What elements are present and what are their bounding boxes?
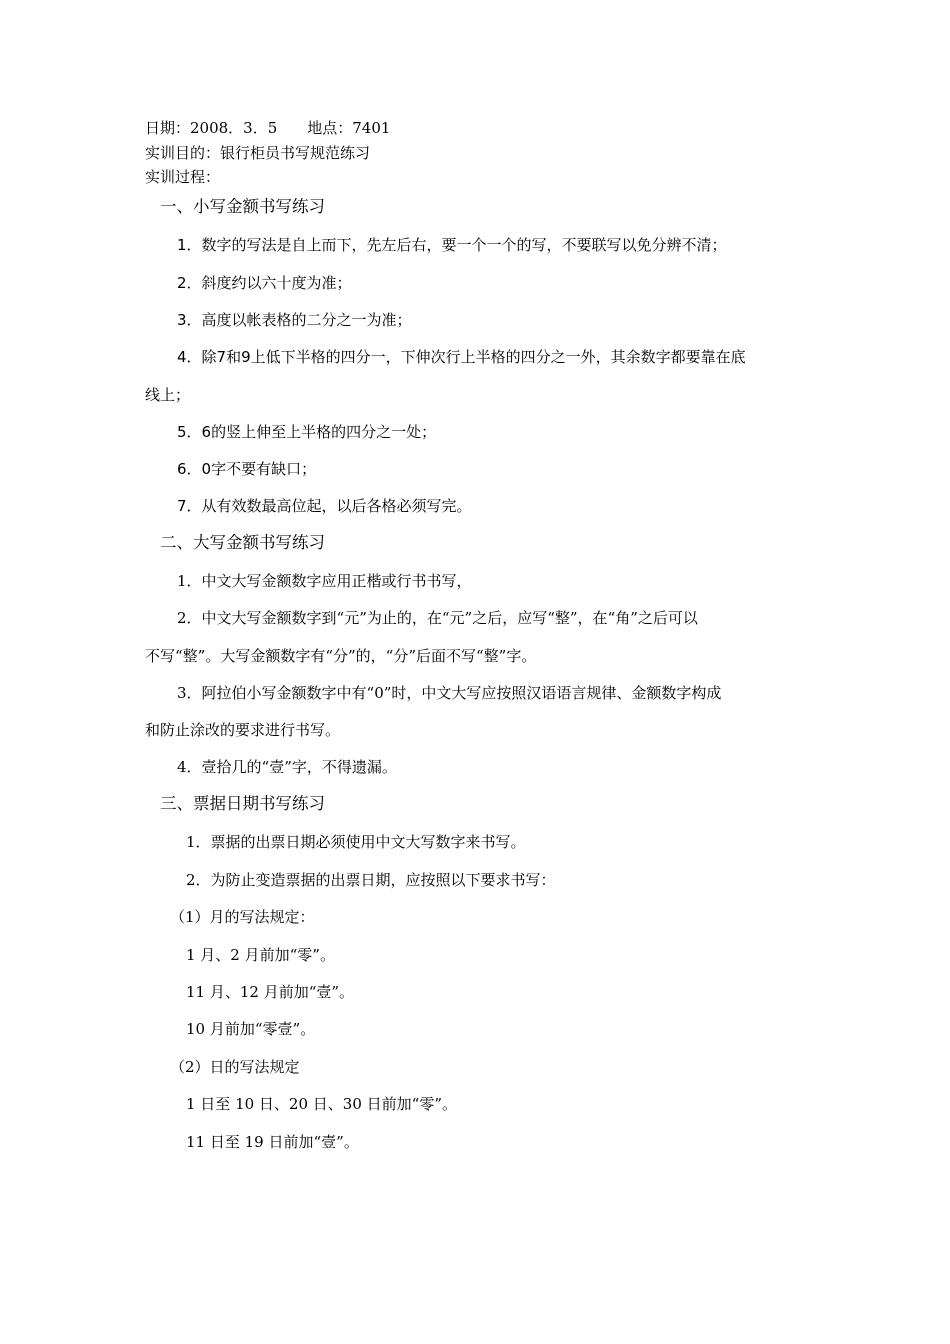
- section3-month-rule-label: （1）月的写法规定：: [170, 908, 315, 926]
- section1-item-5: 5．6的竖上伸至上半格的四分之一处；: [177, 423, 437, 441]
- section2-item-3: 3．阿拉伯小写金额数字中有“0”时，中文大写应按照汉语语言规律、金额数字构成: [177, 684, 722, 702]
- section-heading-2: 二、大写金额书写练习: [160, 533, 325, 552]
- section3-day-rule-1: 1 日至 10 日、20 日、30 日前加“零”。: [186, 1095, 457, 1113]
- section3-item-1: 1．票据的出票日期必须使用中文大写数字来书写。: [186, 833, 526, 851]
- section-heading-3: 三、票据日期书写练习: [160, 794, 325, 813]
- training-purpose-line: 实训目的：银行柜员书写规范练习: [145, 144, 371, 162]
- section1-item-3: 3．高度以帐表格的二分之一为准；: [177, 311, 412, 329]
- section2-item-4: 4．壹拾几的“壹”字，不得遗漏。: [177, 758, 397, 776]
- section3-month-rule-1: 1 月、2 月前加“零”。: [186, 946, 335, 964]
- section-heading-1: 一、小写金额书写练习: [160, 197, 325, 216]
- date-location-line: 日期：2008．3．5 地点：7401: [145, 119, 391, 137]
- section3-month-rule-2: 11 月、12 月前加“壹”。: [186, 983, 355, 1001]
- section2-item-2: 2．中文大写金额数字到“元”为止的，在“元”之后，应写“整”，在“角”之后可以: [177, 609, 698, 627]
- section3-month-rule-3: 10 月前加“零壹”。: [186, 1020, 316, 1038]
- section3-day-rule-label: （2）日的写法规定: [170, 1058, 300, 1076]
- section2-item-1: 1．中文大写金额数字应用正楷或行书书写，: [177, 572, 472, 590]
- section1-item-4-continued: 线上；: [145, 386, 191, 404]
- section1-item-6: 6．0字不要有缺口；: [177, 460, 317, 478]
- section1-item-4: 4．除7和9上低下半格的四分一，下伸次行上半格的四分之一外，其余数字都要靠在底: [177, 348, 746, 366]
- section3-item-2: 2．为防止变造票据的出票日期，应按照以下要求书写：: [186, 871, 556, 889]
- section3-day-rule-2: 11 日至 19 日前加“壹”。: [186, 1133, 359, 1151]
- training-process-label: 实训过程：: [145, 168, 221, 186]
- section1-item-2: 2．斜度约以六十度为准；: [177, 274, 352, 292]
- section1-item-7: 7．从有效数最高位起，以后各格必须写完。: [177, 497, 472, 515]
- section1-item-1: 1．数字的写法是自上而下，先左后右，要一个一个的写，不要联写以免分辨不清；: [177, 236, 727, 254]
- section2-item-3-continued: 和防止涂改的要求进行书写。: [145, 721, 341, 739]
- section2-item-2-continued: 不写“整”。大写金额数字有“分”的，“分”后面不写“整”字。: [145, 647, 537, 665]
